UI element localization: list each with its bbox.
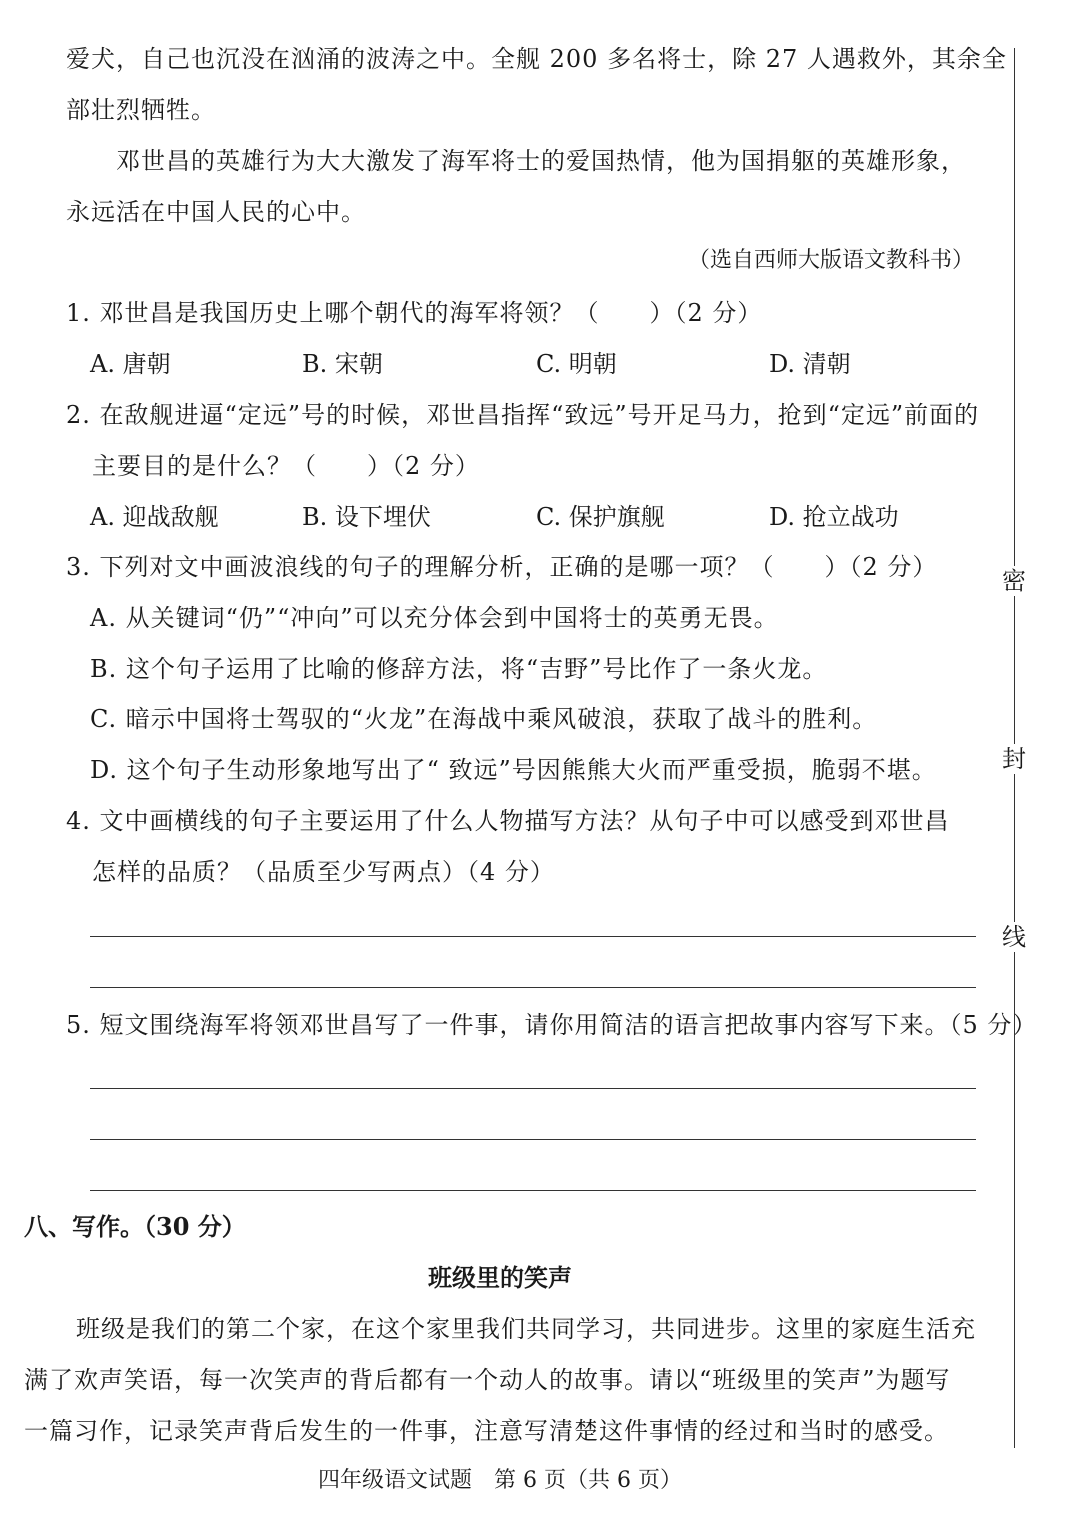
question-1: 1. 邓世昌是我国历史上哪个朝代的海军将领？（ ）（2 分） — [66, 299, 763, 327]
writing-section-heading: 八、写作。（30 分） — [24, 1212, 246, 1241]
seal-char-mi: 密 — [1002, 567, 1026, 595]
q2-option-c: C. 保护旗舰 — [536, 503, 665, 531]
q1-option-c: C. 明朝 — [536, 350, 617, 378]
q3-option-c: C. 暗示中国将士驾驭的“火龙”在海战中乘风破浪，获取了战斗的胜利。 — [90, 705, 878, 733]
q1-option-b: B. 宋朝 — [302, 350, 383, 378]
q5-answer-line-2[interactable] — [90, 1139, 976, 1140]
passage-line-2: 部壮烈牺牲。 — [66, 96, 216, 124]
q3-option-a: A. 从关键词“仍”“冲向”可以充分体会到中国将士的英勇无畏。 — [90, 604, 779, 632]
q2-option-d: D. 抢立战功 — [769, 503, 899, 531]
question-5: 5. 短文围绕海军将领邓世昌写了一件事，请你用简洁的语言把故事内容写下来。（5 分） — [66, 1011, 1038, 1039]
passage-line-1: 爱犬，自己也沉没在汹涌的波涛之中。全舰 200 多名将士，除 27 人遇救外，其余全 — [66, 45, 1007, 73]
q5-answer-line-3[interactable] — [90, 1190, 976, 1191]
passage-line-3: 邓世昌的英雄行为大大激发了海军将士的爱国热情，他为国捐躯的英雄形象， — [116, 147, 966, 175]
q4-answer-line-2[interactable] — [90, 987, 976, 988]
essay-title: 班级里的笑声 — [428, 1263, 572, 1292]
writing-line-3: 一篇习作，记录笑声背后发生的一件事，注意写清楚这件事情的经过和当时的感受。 — [24, 1417, 949, 1445]
question-3: 3. 下列对文中画波浪线的句子的理解分析，正确的是哪一项？（ ）（2 分） — [66, 553, 938, 581]
q4-answer-line-1[interactable] — [90, 936, 976, 937]
q2-option-b: B. 设下埋伏 — [302, 503, 431, 531]
q2-option-a: A. 迎战敌舰 — [90, 503, 219, 531]
seal-char-xian: 线 — [1002, 923, 1026, 951]
writing-line-2: 满了欢声笑语，每一次笑声的背后都有一个动人的故事。请以“班级里的笑声”为题写 — [24, 1366, 951, 1394]
passage-line-4: 永远活在中国人民的心中。 — [66, 198, 366, 226]
q3-option-b: B. 这个句子运用了比喻的修辞方法，将“吉野”号比作了一条火龙。 — [90, 655, 828, 683]
q1-option-d: D. 清朝 — [769, 350, 851, 378]
question-4-line-2: 怎样的品质？（品质至少写两点）（4 分） — [92, 858, 555, 886]
q1-option-a: A. 唐朝 — [90, 350, 171, 378]
page-footer: 四年级语文试题 第 6 页（共 6 页） — [318, 1468, 682, 1493]
q3-option-d: D. 这个句子生动形象地写出了“ 致远”号因熊熊大火而严重受损，脆弱不堪。 — [90, 756, 937, 784]
question-4-line-1: 4. 文中画横线的句子主要运用了什么人物描写方法？从句子中可以感受到邓世昌 — [66, 807, 950, 835]
passage-source: （选自西师大版语文教科书） — [687, 248, 974, 273]
writing-line-1: 班级是我们的第二个家，在这个家里我们共同学习，共同进步。这里的家庭生活充 — [76, 1315, 976, 1343]
question-2-line-2: 主要目的是什么？（ ）（2 分） — [92, 452, 480, 480]
question-2-line-1: 2. 在敌舰进逼“定远”号的时候，邓世昌指挥“致远”号开足马力，抢到“定远”前面的 — [66, 401, 980, 429]
q5-answer-line-1[interactable] — [90, 1088, 976, 1089]
seal-char-feng: 封 — [1002, 745, 1026, 773]
